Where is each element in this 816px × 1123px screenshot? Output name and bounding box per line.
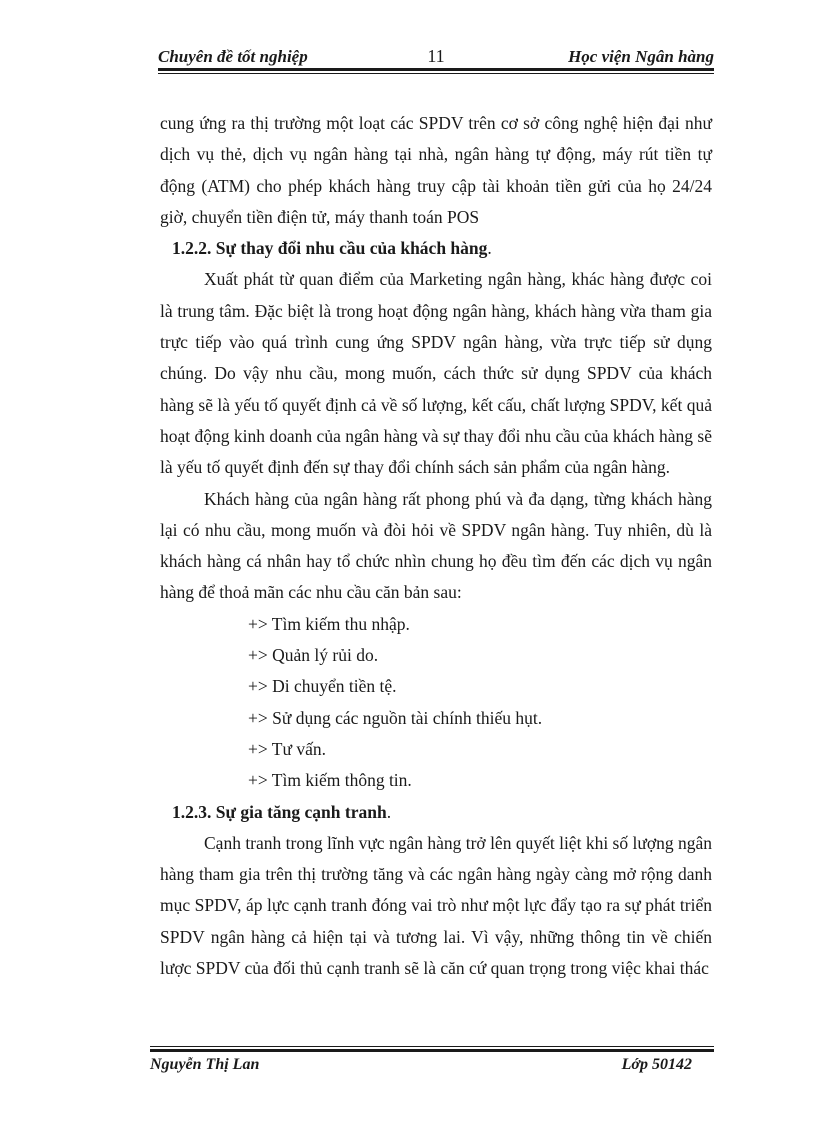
list-item: +> Tìm kiếm thông tin.: [248, 770, 412, 791]
section-heading-1-2-3: 1.2.3. Sự gia tăng cạnh tranh.: [172, 801, 392, 822]
heading-text: 1.2.2. Sự thay đổi nhu cầu của khách hàng: [172, 238, 488, 259]
header-rule-thick: [158, 68, 714, 71]
paragraph-continuation: cung ứng ra thị trường một loạt các SPDV trên cơ sở công nghệ hiện đại như dịch vụ thẻ, dịch vụ ngân hàng tại nhà, ngân hàng tự động, máy rút tiền tự động (ATM) cho phép khách hàng truy cập tài khoản tiền gửi của họ 24/24 giờ, chuyển tiền điện tử, máy thanh toán POS: [160, 113, 712, 227]
header-rule-thin: [158, 73, 714, 74]
page-footer: [150, 1056, 714, 1080]
list-item: +> Tư vấn.: [248, 738, 326, 759]
header-document-type: Chuyên đề tốt nghiệp: [158, 47, 308, 66]
footer-author: Nguyễn Thị Lan: [150, 1056, 260, 1073]
list-item: +> Sử dụng các nguồn tài chính thiếu hụt.: [248, 707, 543, 728]
page-number: 11: [427, 46, 445, 66]
section-heading-1-2-2: 1.2.2. Sự thay đổi nhu cầu của khách hàng.: [172, 238, 492, 259]
page-header: [158, 46, 714, 68]
paragraph-customer-diversity: Khách hàng của ngân hàng rất phong phú và đa dạng, từng khách hàng lại có nhu cầu, mong muốn và đòi hỏi về SPDV ngân hàng. Tuy nhiên, dù là khách hàng cá nhân hay tổ chức nhìn chung họ đều tìm đến các dịch vụ ngân hàng để thoả mãn các nhu cầu căn bản sau:: [160, 488, 712, 603]
paragraph-competition: Cạnh tranh trong lĩnh vực ngân hàng trở lên quyết liệt khi số lượng ngân hàng tham gia trên thị trường tăng và các ngân hàng ngày càng mở rộng danh mục SPDV, áp lực cạnh tranh đóng vai trò như một lực đẩy tạo ra sự phát triển SPDV ngân hàng cả hiện tại và tương lai. Vì vậy, những thông tin về chiến lược SPDV của đối thủ cạnh tranh sẽ là căn cứ quan trọng trong việc khai thác: [160, 832, 712, 979]
footer-rule-thick: [150, 1049, 714, 1052]
list-item: +> Tìm kiếm thu nhập.: [248, 613, 410, 634]
paragraph-customer-needs: Xuất phát từ quan điểm của Marketing ngân hàng, khác hàng được coi là trung tâm. Đặc biệt là trong hoạt động ngân hàng, khách hàng vừa tham gia trực tiếp vào quá trình cung ứng SPDV ngân hàng, vừa trực tiếp sử dụng chúng. Do vậy nhu cầu, mong muốn, cách thức sử dụng SPDV của khách hàng sẽ là yếu tố quyết định cả về số lượng, kết cấu, chất lượng SPDV, kết quả hoạt động kinh doanh của ngân hàng và sự thay đổi nhu cầu của khách hàng sẽ là yếu tố quyết định đến sự thay đổi chính sách sản phẩm của ngân hàng.: [160, 269, 712, 478]
footer-class: Lớp 50142: [621, 1056, 692, 1073]
list-item: +> Quản lý rủi do.: [248, 645, 379, 666]
heading-text: 1.2.3. Sự gia tăng cạnh tranh: [172, 801, 387, 822]
document-body: [160, 108, 712, 984]
list-item: +> Di chuyển tiền tệ.: [248, 676, 397, 697]
header-institution: Học viện Ngân hàng: [568, 47, 714, 66]
footer-rule-thin: [150, 1046, 714, 1047]
